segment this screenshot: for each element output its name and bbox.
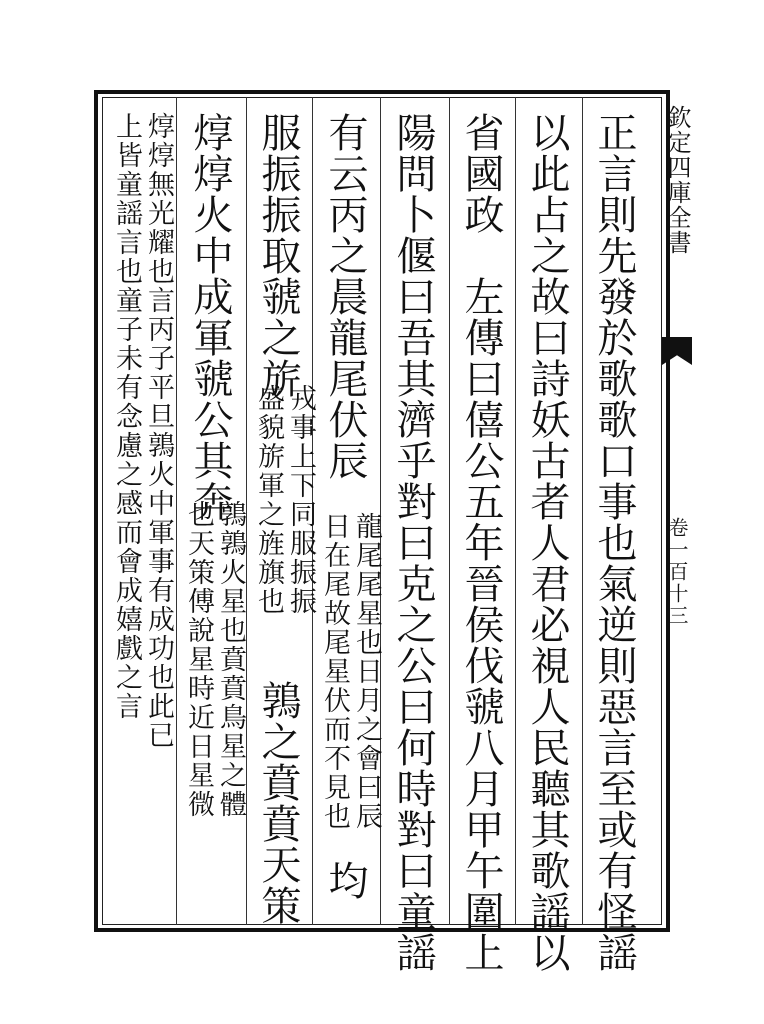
margin-header xyxy=(662,97,692,925)
column-divider xyxy=(176,97,177,925)
text-column-5-main-head: 有云丙之晨龍尾伏辰 xyxy=(322,112,368,481)
commentary-line-left: 盛貌旂軍之旌旗也 xyxy=(253,384,284,616)
text-column-5-main-tail: 均 xyxy=(322,860,368,901)
text-column-2: 以此占之故曰詩妖古者人君必視人民聽其歌謡以 xyxy=(524,112,570,973)
book-title: 欽定四庫全書 xyxy=(663,105,691,255)
column-divider xyxy=(582,97,583,925)
commentary-line-left: 也天策傅說星時近日星微 xyxy=(183,500,214,819)
text-column-7-main-head: 焞焞火中成軍虢公其奔 xyxy=(187,112,233,522)
commentary-column-8 xyxy=(112,112,172,912)
volume-number: 卷一百十三 xyxy=(665,517,689,627)
text-column-6-main-head: 服振振取虢之旂 xyxy=(255,112,301,399)
commentary-column-7 xyxy=(184,500,244,910)
column-divider xyxy=(449,97,450,925)
commentary-line-right: 龍尾尾星也日月之會曰辰 xyxy=(351,512,382,831)
commentary-line-left: 日在尾故尾星伏而不見也 xyxy=(319,512,350,831)
text-column-1: 正言則先發於歌歌口事也氣逆則惡言至或有怪謡 xyxy=(591,112,637,973)
commentary-column-6 xyxy=(254,384,314,674)
commentary-line-right: 戎事上下同服振振 xyxy=(285,384,316,616)
text-column-3: 省國政 左傳曰僖公五年晉侯伐虢八月甲午圍上 xyxy=(458,112,504,973)
column-divider xyxy=(246,97,247,925)
commentary-line-left: 上皆童謡言也童子未有念慮之感而會成嬉戲之言 xyxy=(111,112,142,721)
commentary-column-5 xyxy=(320,512,380,852)
text-column-6-main-tail: 鶉之賁賁天策 xyxy=(255,680,301,926)
commentary-line-right: 焞焞無光耀也言丙子平旦鶉火中軍事有成功也此已 xyxy=(143,112,174,750)
column-divider xyxy=(515,97,516,925)
commentary-line-right: 鶉鶉火星也賁賁鳥星之體 xyxy=(215,500,246,819)
text-column-4: 陽問卜偃曰吾其濟乎對曰克之公曰何時對曰童謡 xyxy=(390,112,436,973)
fish-tail-mark-icon xyxy=(662,337,692,365)
